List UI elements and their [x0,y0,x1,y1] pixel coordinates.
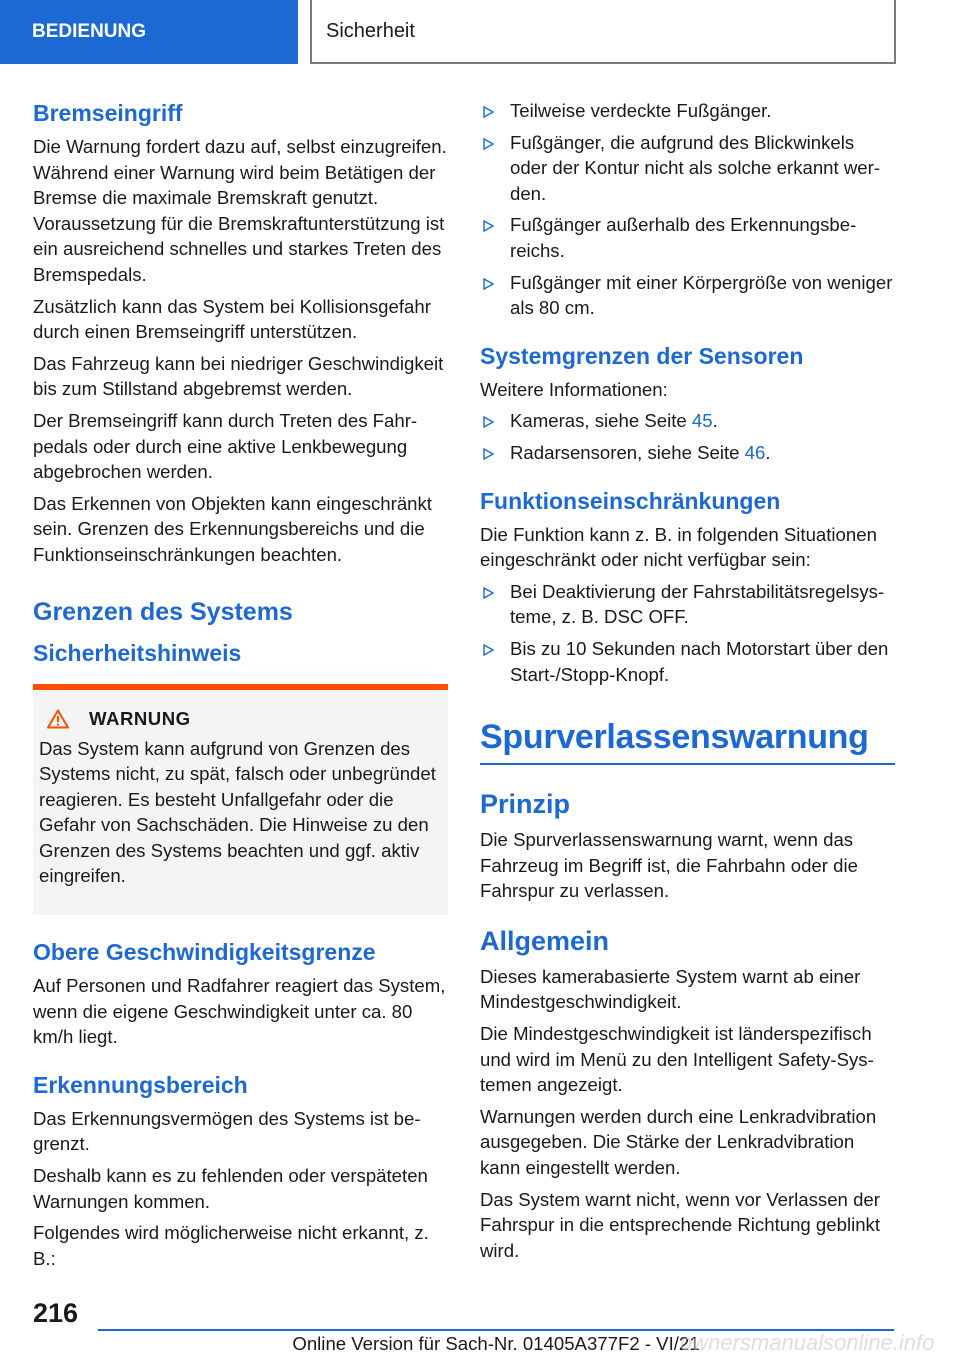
paragraph: Die Warnung fordert dazu auf, selbst einzugreifen. Während einer Warnung wird beim Betätigen der Bremse die maximale Bremskraft genutzt. Voraussetzung für die Bremskraftunterstützung ist ein ausreichend schnelles und starkes Treten des Bremspedals. [33,136,447,285]
pedestrian-list [480,98,895,321]
warning-text: Das System kann aufgrund von Grenzen des Systems nicht, zu spät, falsch oder unbegründet reagieren. Es besteht Unfallgefahr oder die Gefahr von Sachschäden. Die Hinweise zu den Grenzen des Systems beachten und ggf. aktiv eingreifen. [39,737,436,887]
triangle-bullet-icon [482,106,494,118]
watermark: ownersmanualsonline.info [680,1330,935,1355]
warning-box [33,684,448,916]
list-item: Fußgänger, die aufgrund des Blickwinkels oder der Kontur nicht als solche erkannt werden. [480,130,895,207]
triangle-bullet-icon [482,448,494,460]
paragraph: Die Spurverlassenswarnung warnt, wenn das Fahrzeug im Begriff ist, die Fahrbahn oder die Fahrspur zu verlassen. [480,829,858,902]
paragraph: Weitere Informationen: [480,378,668,400]
heading-grenzen: Grenzen des Systems [33,597,293,626]
heading-allgemein: Allgemein [480,925,610,956]
heading-spurverlassenswarnung: Spurverlassenswarnung [480,715,895,765]
section-label: BEDIENUNG [32,21,147,42]
paragraph: Warnungen werden durch eine Lenkradvibration ausgegeben. Die Stärke der Lenkradvibration kann eingestellt werden. [480,1105,877,1179]
list-item: Fußgänger mit einer Körpergröße von weniger als 80 cm. [480,270,895,321]
paragraph: Folgendes wird möglicherweise nicht erkannt, z. B.: [33,1222,429,1269]
triangle-bullet-icon [482,278,494,290]
triangle-bullet-icon [482,644,494,656]
list-item: Bis zu 10 Sekunden nach Motorstart über den Start-/Stopp-Knopf. [480,636,895,687]
warning-header [39,708,438,730]
page-link[interactable]: 45 [691,410,713,432]
page-header [310,0,896,64]
triangle-bullet-icon [482,587,494,599]
list-item: Fußgänger außerhalb des Erkennungsbereichs. [480,212,895,263]
paragraph: Das System warnt nicht, wenn vor Verlassen der Fahrspur in die entsprechende Richtung geblinkt wird. [480,1188,881,1261]
footer-text: Online Version für Sach-Nr. 01405A377F2 - VI/21 [292,1333,700,1354]
page-number: 216 [33,1298,79,1328]
paragraph: Das Fahrzeug kann bei niedriger Geschwindigkeit bis zum Stillstand abgebremst werden. [33,352,444,400]
paragraph: Zusätzlich kann das System bei Kollisionsgefahr durch einen Bremseingriff unterstützen. [33,295,431,343]
paragraph: Der Bremseingriff kann durch Treten des Fahrpedals oder durch eine aktive Lenkbewegung abgebrochen werden. [33,409,418,483]
heading-erkennungsbereich: Erkennungsbereich [33,1071,248,1098]
paragraph: Die Funktion kann z. B. in folgenden Situationen eingeschränkt oder nicht verfügbar sein: [480,523,877,571]
list-item: Bei Deaktivierung der Fahrstabilitätsregelsysteme, z. B. DSC OFF. [480,579,895,630]
sensor-list [480,408,895,465]
paragraph: Deshalb kann es zu fehlenden oder verspäteten Warnungen kommen. [33,1165,428,1212]
left-column [33,98,448,1277]
heading-prinzip: Prinzip [480,789,571,820]
paragraph: Auf Personen und Radfahrer reagiert das System, wenn die eigene Geschwindigkeit unter ca. 80 km/h liegt. [33,975,446,1048]
paragraph: Das Erkennungsvermögen des Systems ist begrenzt. [33,1107,421,1155]
page-title: Sicherheit [326,19,415,42]
list-item: Teilweise verdeckte Fußgänger. [480,98,895,124]
heading-sensoren: Systemgrenzen der Sensoren [480,342,804,369]
triangle-bullet-icon [482,220,494,232]
paragraph: Dieses kamerabasierte System warnt ab einer Mindestgeschwindigkeit. [480,965,861,1013]
heading-funktion: Funktionseinschränkungen [480,487,781,514]
heading-bremseingriff: Bremseingriff [33,100,183,126]
section-tab [0,0,298,64]
warning-triangle-icon [47,709,69,729]
heading-obere-grenze: Obere Geschwindigkeitsgrenze [33,939,376,966]
warning-title: WARNUNG [89,707,191,729]
heading-sicherheitshinweis: Sicherheitshinweis [33,639,242,666]
right-column [480,98,895,1269]
triangle-bullet-icon [482,138,494,150]
paragraph: Die Mindestgeschwindigkeit ist länderspezifisch und wird im Menü zu den Intelligent Safety-Systemen angezeigt. [480,1023,874,1096]
paragraph: Das Erkennen von Objekten kann eingeschränkt sein. Grenzen des Erkennungsbereichs und die Funktionseinschränkungen beachten. [33,492,432,565]
function-list [480,579,895,687]
list-item: Radarsensoren, siehe Seite 46. [480,440,895,466]
list-item: Kameras, siehe Seite 45. [480,408,895,434]
page-link[interactable]: 46 [744,441,766,463]
triangle-bullet-icon [482,416,494,428]
